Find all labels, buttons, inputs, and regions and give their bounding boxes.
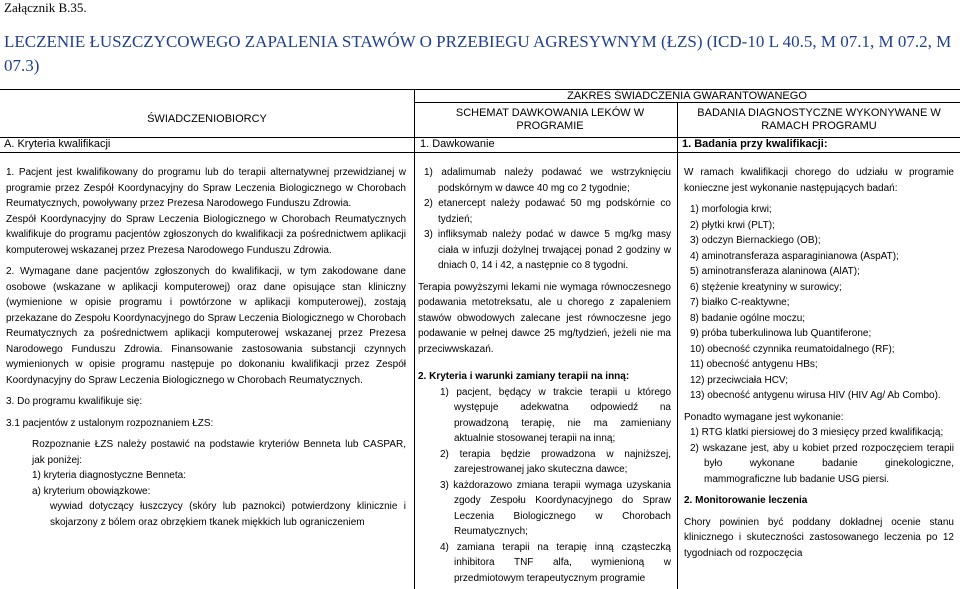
criteria-paragraph: 2. Wymagane dane pacjentów zgłoszonych do kwalifikacji, w tym zakodowane dane osobowe (wskazane w aplikacji komputerowej) oraz dane opisujące stan kliniczny (wymienione w opisie programu i powtórzone w aplikacji komputerowej), zostają przekazane do Zespołu Koordynacyjnego do Spraw Leczenia Biologicznego w Chorobach Reumatycznych za pośrednictwem aplikacji komputerowej wskazanej przez Prezesa Narodowego Funduszu Zdrowia. Finansowanie zastosowania substancji czynnych wymienionych w opisie programu następuje po dokonaniu kwalifikacji przez Zespół Koordynacyjny do Spraw Leczenia Biologicznego w Chorobach Reumatycznych. (6, 266, 406, 386)
dosing-item: 2) etanercept należy podawać 50 mg podskórnie co tydzień; (424, 198, 671, 225)
criteria-paragraph: wywiad dotyczący łuszczycy (skóry lub paznokci) potwierdzony klinicznie i skojarzony z bólem oraz obrzękiem tkanek miękkich lub ograniczeniem (50, 501, 406, 528)
dosing-schedule (418, 165, 671, 589)
subheader-dosing: 1. Dawkowanie (420, 138, 495, 150)
dosing-item: 3) infliksymab należy podać w dawce 5 mg/kg masy ciała w infuzji dożylnej trwającej ponad 2 godziny w dniach 0, 14 i 42, a następnie co 8 tygodni. (424, 229, 671, 271)
dosing-note: Terapia powyższymi lekami nie wymaga równoczesnego podawania metotreksatu, ale u chorego z zapaleniem stawów obwodowych zalecane jest równoczesne jego podawanie w pełnej dawce 25 mg/tydzień, jeżeli nie ma przeciwwskazań. (418, 281, 671, 355)
test-item: 8) badanie ogólne moczu; (690, 312, 806, 324)
test-item: 2) płytki krwi (PLT); (690, 219, 775, 231)
subheader-qualification: A. Kryteria kwalifikacji (4, 138, 111, 150)
dosing-item: 1) adalimumab należy podawać we wstrzyknięciu podskórnym w dawce 40 mg co 2 tygodnie; (424, 167, 671, 194)
criteria-paragraph: a) kryterium obowiązkowe: (32, 485, 151, 497)
test-item: 1) morfologia krwi; (690, 204, 772, 215)
document-title: LECZENIE ŁUSZCZYCOWEGO ZAPALENIA STAWÓW O PRZEBIEGU AGRESYWNYM (ŁZS) (ICD-10 L 40.5, M 07.1, M 07.2, M 07.3) (4, 32, 952, 75)
test-item: 6) stężenie kreatyniny w surowicy; (690, 281, 842, 293)
qualification-criteria (6, 165, 406, 589)
additional-test-item: 1) RTG klatki piersiowej do 3 miesięcy przed kwalifikacją; (690, 427, 944, 438)
header-guaranteed: ZAKRES ŚWIADCZENIA GWARANTOWANEGO (567, 90, 807, 102)
test-item: 5) aminotransferaza alaninowa (AlAT); (690, 266, 860, 277)
divider-col2 (677, 102, 678, 589)
criteria-paragraph: 1) kryteria diagnostyczne Benneta: (32, 470, 186, 481)
criteria-paragraph: 3.1 pacjentów z ustalonym rozpoznaniem ŁZS: (6, 417, 214, 429)
divider-col1 (414, 90, 415, 589)
header-dosing: SCHEMAT DAWKOWANIA LEKÓW W PROGRAMIE (455, 107, 645, 132)
test-item: 12) przeciwciała HCV; (690, 374, 788, 386)
test-item: 10) obecność czynnika reumatoidalnego (RF); (690, 343, 895, 355)
test-item: 13) obecność antygenu wirusa HIV (HIV Ag/ Ab Combo). (690, 390, 941, 401)
subheader-diagnostics: 1. Badania przy kwalifikacji: (682, 138, 828, 150)
switch-criteria-item: 2) terapia będzie prowadzona w najniższej, zarejestrowanej jako skuteczna dawce; (440, 448, 671, 475)
monitoring-heading: 2. Monitorowanie leczenia (684, 495, 808, 506)
criteria-paragraph: Rozpoznanie ŁZS należy postawić na podstawie kryteriów Benneta lub CASPAR, jak poniżej: (32, 439, 406, 466)
header-beneficiaries: ŚWIADCZENIOBIORCY (147, 113, 267, 125)
switch-criteria-item: 4) zamiana terapii na terapię inną cząsteczką inhibitora TNF alfa, wymienioną w przedmiotowym terapeutycznym programie (440, 541, 671, 584)
test-item: 11) obecność antygenu HBs; (690, 359, 818, 370)
criteria-paragraph: Zespół Koordynacyjny do Spraw Leczenia Biologicznego w Chorobach Reumatycznych kwalifikuje do programu pacjentów zgłoszonych do kwalifikacji za pośrednictwem aplikacji komputerowej wskazanej przez Prezesa Narodowego Funduszu Zdrowia. (6, 213, 406, 256)
switch-criteria-item: 3) każdorazowo zmiana terapii wymaga uzyskania zgody Zespołu Koordynacyjnego do Spraw Leczenia Biologicznego w Chorobach Reumatycznych; (440, 479, 671, 537)
criteria-paragraph: 1. Pacjent jest kwalifikowany do programu lub do terapii alternatywnej przewidzianej w programie przez Zespół Koordynacyjny do Spraw Leczenia Biologicznego w Chorobach Reumatycznych, powoływany przez Prezesa Narodowego Funduszu Zdrowia. (6, 167, 406, 209)
switch-criteria-heading: 2. Kryteria i warunki zamiany terapii na inną: (418, 371, 630, 382)
diagnostic-tests (684, 165, 954, 589)
additional-tests-intro: Ponadto wymagane jest wykonanie: (684, 411, 844, 423)
test-item: 4) aminotransferaza asparaginianowa (AspAT); (690, 250, 899, 262)
program-table (0, 89, 960, 589)
criteria-paragraph: 3. Do programu kwalifikuje się: (6, 396, 143, 407)
header-diagnostics: BADANIA DIAGNOSTYCZNE WYKONYWANE W RAMACH PROGRAMU (697, 107, 941, 132)
test-item: 9) próba tuberkulinowa lub Quantiferone; (690, 328, 872, 339)
test-item: 7) białko C-reaktywne; (690, 297, 790, 308)
switch-criteria-item: 1) pacjent, będący w trakcie terapii u którego występuje adekwatna odpowiedź na prowadzoną terapię, nie ma zamieniany aktualnie stosowanej terapii na inną; (440, 386, 671, 444)
test-item: 3) odczyn Biernackiego (OB); (690, 235, 821, 246)
divider-body (0, 152, 960, 153)
monitoring-text: Chory powinien być poddany dokładnej ocenie stanu klinicznego i skuteczności zastosowanego leczenia po 12 tygodniach od rozpoczęcia (684, 516, 954, 559)
annex-label: Załącznik B.35. (4, 0, 87, 15)
tests-intro: W ramach kwalifikacji chorego do udziału w programie konieczne jest wykonanie następujących badań: (684, 167, 954, 194)
additional-test-item: 2) wskazane jest, aby u kobiet przed rozpoczęciem terapii było wykonane badanie ginekologiczne, mammograficzne lub badanie USG piersi. (690, 442, 954, 485)
